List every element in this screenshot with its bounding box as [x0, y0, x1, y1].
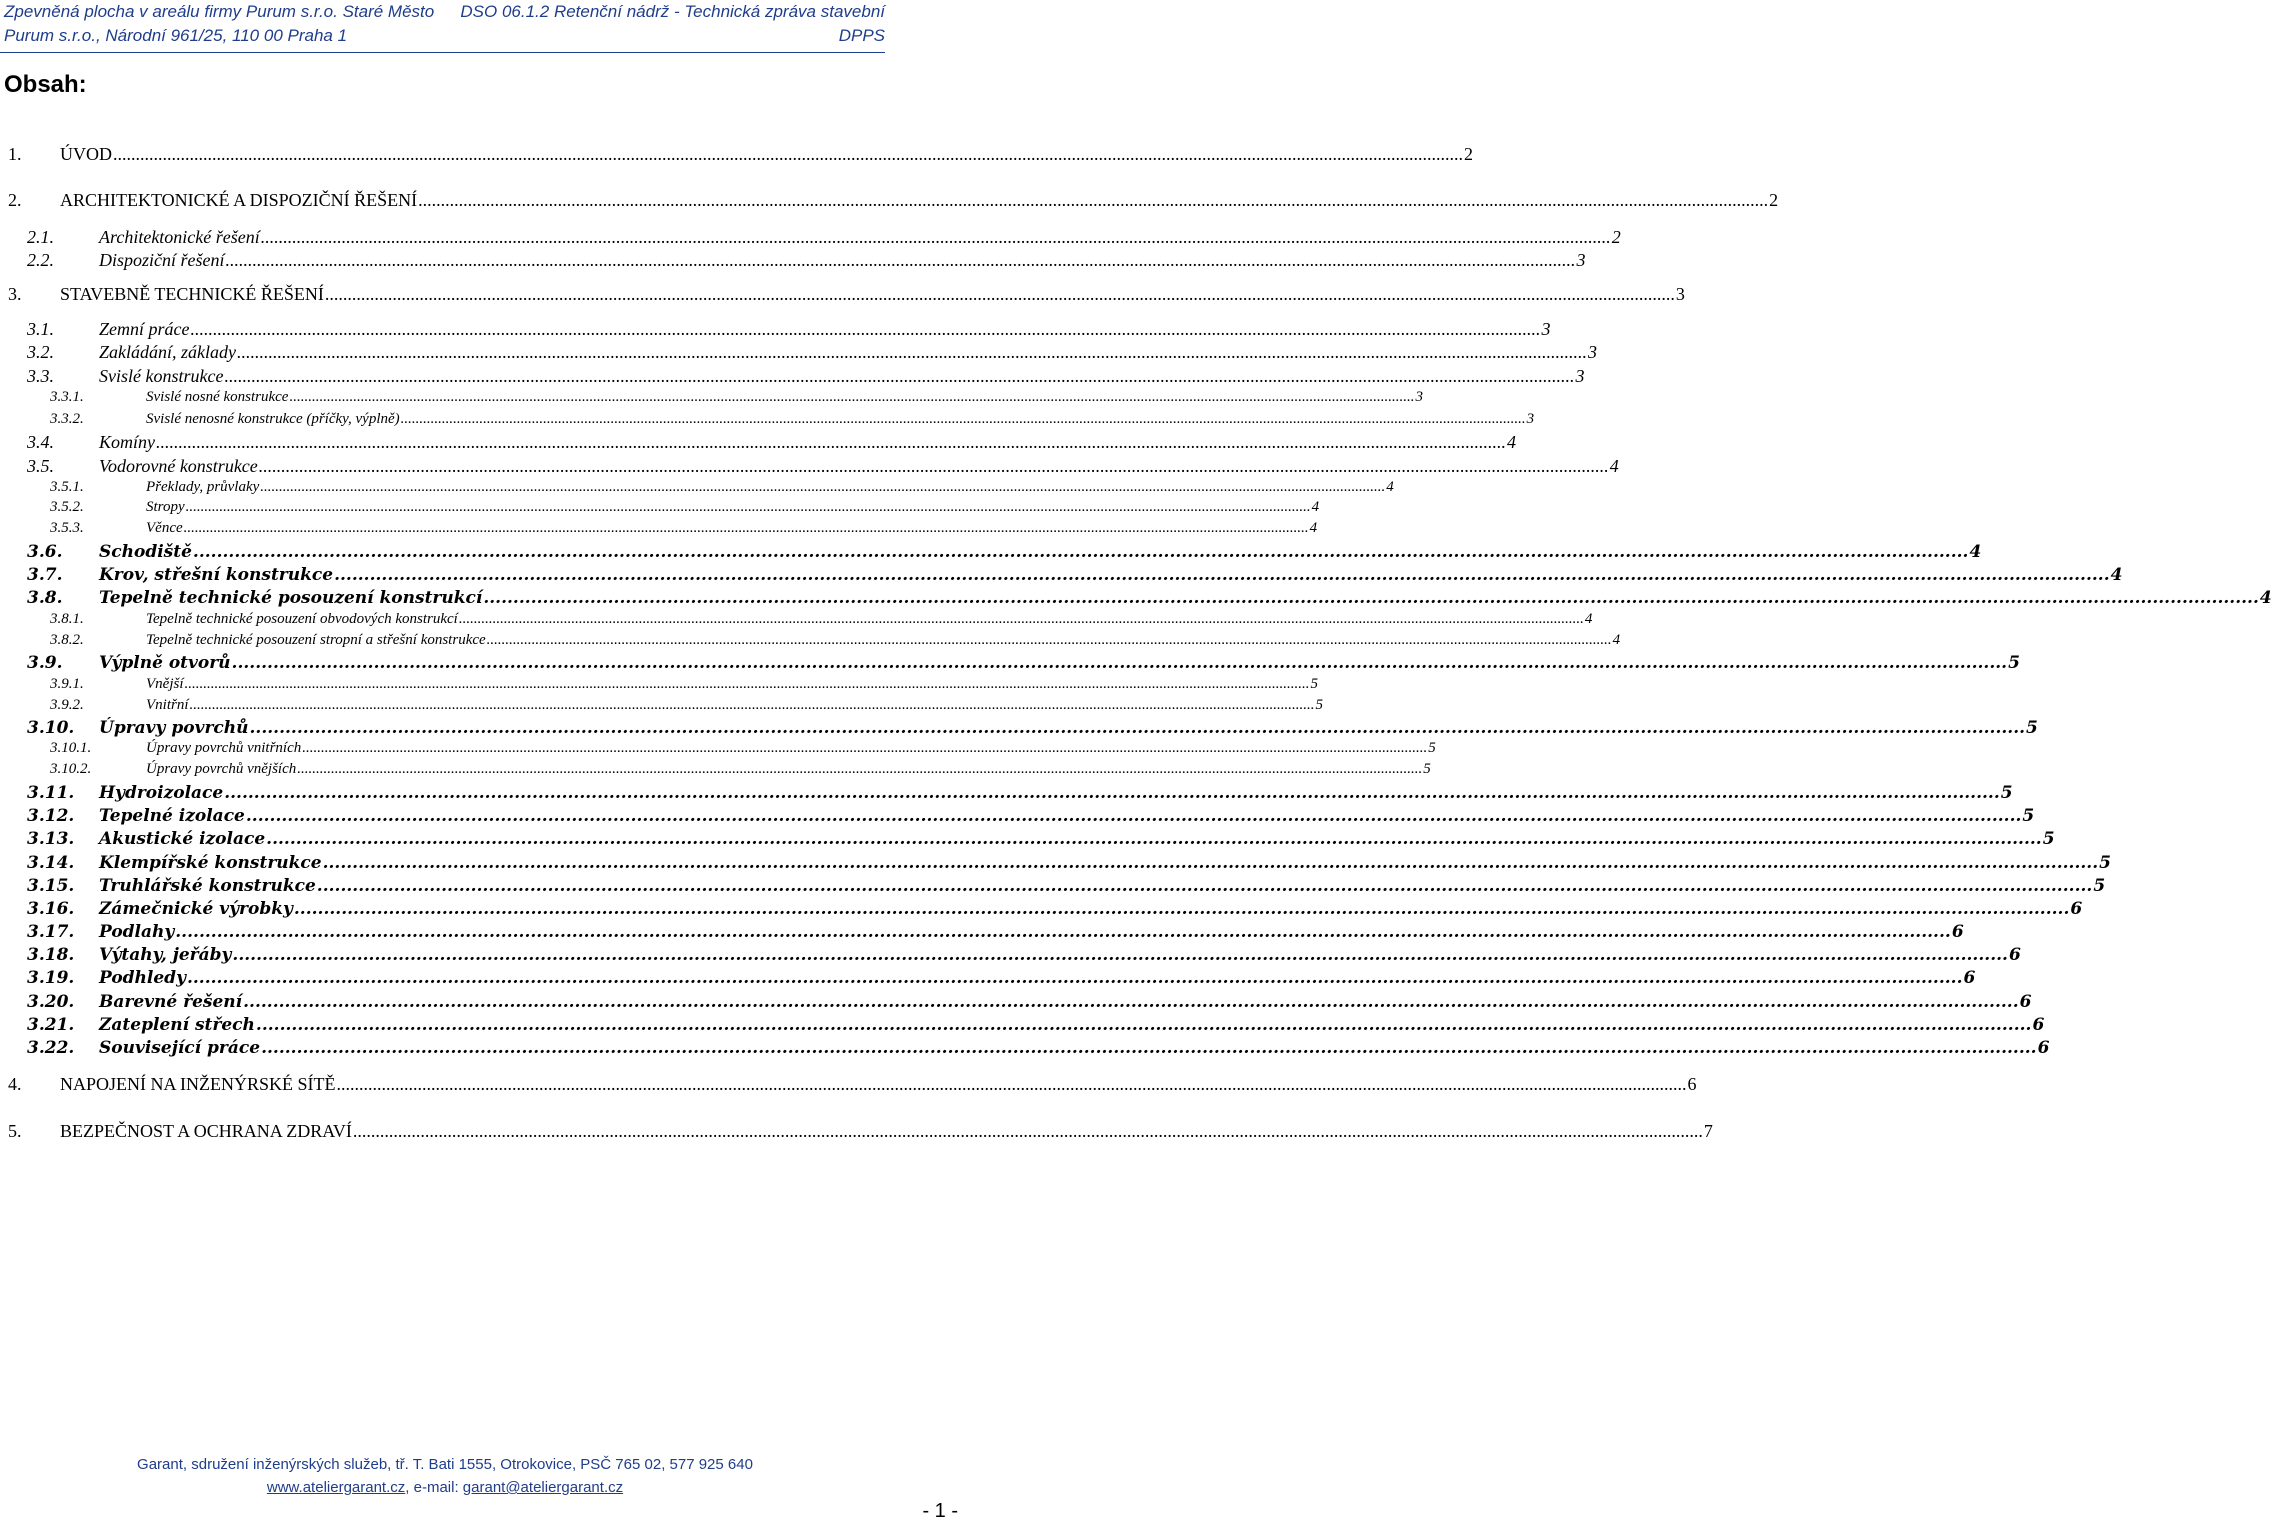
toc-entry-label: Dispoziční řešení — [99, 250, 225, 270]
toc-dot-leader: ............................................................................................................................................................................................................................................................................................................ — [237, 342, 1587, 362]
toc-entry-label: Zámečnické výrobky — [99, 899, 293, 919]
toc-entry-label: Úpravy povrchů vnějších — [146, 761, 297, 777]
toc-entry-label: Barevné řešení — [99, 992, 243, 1012]
toc-entry-page: 4 — [2110, 565, 2123, 585]
toc-entry-page: 3 — [1541, 319, 1551, 339]
toc-entry-label: Věnce — [146, 520, 183, 536]
toc-dot-leader: ............................................................................................................................................................................................................................................................................................................ — [224, 366, 1575, 386]
toc-dot-leader: ............................................................................................................................................................................................................................................................................................................ — [232, 945, 2008, 965]
toc-entry[interactable] — [27, 542, 1982, 562]
toc-entry-number: 3.5.2. — [50, 499, 84, 515]
toc-entry-label: Komíny — [99, 432, 155, 452]
toc-entry-label: Tepelně technické posouzení obvodových konstrukcí — [146, 611, 458, 627]
toc-entry-label: Tepelně technické posouzení konstrukcí — [99, 588, 483, 608]
toc-dot-leader: ............................................................................................................................................................................................................................................................................................................ — [266, 829, 2042, 849]
toc-entry-number: 3.3. — [27, 366, 54, 386]
toc-entry-number: 3.5. — [27, 456, 54, 476]
toc-entry-number: 3.22. — [27, 1038, 75, 1058]
toc-entry-number: 3.14. — [27, 853, 75, 873]
toc-entry-page: 4 — [1584, 611, 1593, 627]
toc-entry-page: 6 — [1951, 922, 1964, 942]
toc-entry-label: BEZPEČNOST A OCHRANA ZDRAVÍ — [60, 1121, 352, 1141]
toc-entry-number: 3.11. — [27, 783, 75, 803]
toc-entry-number: 3.10.2. — [50, 761, 92, 777]
toc-dot-leader: ............................................................................................................................................................................................................................................................................................................ — [322, 853, 2099, 873]
toc-entry-label: STAVEBNĚ TECHNICKÉ ŘEŠENÍ — [60, 284, 324, 304]
toc-entry-number: 2.2. — [27, 250, 54, 270]
toc-entry-number: 3.9.1. — [50, 676, 84, 692]
toc-dot-leader: ............................................................................................................................................................................................................................................................................................................ — [255, 1015, 2032, 1035]
toc-dot-leader: ............................................................................................................................................................................................................................................................................................................ — [316, 876, 2093, 896]
toc-entry-label: Architektonické řešení — [99, 227, 260, 247]
toc-entry[interactable] — [27, 922, 1964, 942]
toc-dot-leader: ............................................................................................................................................................................................................................................................................................................ — [289, 389, 1415, 405]
toc-entry-number: 3.19. — [27, 968, 75, 988]
toc-dot-leader: ............................................................................................................................................................................................................................................................................................................ — [183, 520, 1309, 536]
toc-entry-page: 6 — [1687, 1074, 1697, 1094]
toc-dot-leader: ............................................................................................................................................................................................................................................................................................................ — [297, 761, 1423, 777]
toc-entry[interactable] — [27, 366, 1585, 387]
page-number: - 1 - — [922, 1500, 958, 1522]
toc-entry-number: 3.7. — [27, 565, 63, 585]
toc-entry-label: Krov, střešní konstrukce — [99, 565, 334, 585]
toc-entry[interactable] — [27, 319, 1551, 340]
toc-entry-page: 4 — [1969, 542, 1982, 562]
header-right — [460, 0, 885, 48]
toc-entry-number: 3.4. — [27, 432, 54, 452]
toc-entry-page: 5 — [2093, 876, 2106, 896]
toc-entry-label: ÚVOD — [60, 144, 112, 164]
toc-entry-number: 3.3.2. — [50, 411, 84, 427]
toc-entry-number: 3. — [8, 284, 22, 304]
toc-entry[interactable] — [27, 653, 2020, 673]
toc-entry-label: Svislé konstrukce — [99, 366, 224, 386]
toc-dot-leader: ............................................................................................................................................................................................................................................................................................................ — [190, 319, 1541, 339]
toc-entry[interactable] — [27, 899, 2083, 919]
toc-entry-page: 4 — [1386, 479, 1394, 495]
toc-entry-label: Překlady, průvlaky — [146, 479, 260, 495]
toc-entry[interactable] — [27, 718, 2038, 738]
toc-dot-leader: ............................................................................................................................................................................................................................................................................................................ — [483, 588, 2259, 608]
toc-dot-leader: ............................................................................................................................................................................................................................................................................................................ — [175, 922, 1951, 942]
toc-entry-page: 3 — [1675, 284, 1685, 304]
toc-entry-page: 3 — [1526, 411, 1535, 427]
toc-entry-number: 3.1. — [27, 319, 54, 339]
header-left — [4, 0, 434, 48]
toc-entry-page: 5 — [2026, 718, 2038, 738]
toc-entry[interactable] — [50, 761, 1431, 778]
toc-entry-number: 3.2. — [27, 342, 54, 362]
toc-entry[interactable] — [8, 1074, 1697, 1095]
toc-dot-leader: ............................................................................................................................................................................................................................................................................................................ — [185, 499, 1311, 515]
toc-entry-page: 3 — [1415, 389, 1423, 405]
footer-website-link[interactable]: www.ateliergarant.cz — [266, 1479, 406, 1496]
toc-entry-page: 5 — [2042, 829, 2055, 849]
toc-dot-leader: ............................................................................................................................................................................................................................................................................................................ — [260, 479, 1386, 495]
toc-entry[interactable] — [50, 632, 1621, 649]
toc-entry-page: 5 — [2008, 653, 2020, 673]
toc-entry-page: 6 — [2019, 992, 2032, 1012]
toc-entry-number: 3.13. — [27, 829, 75, 849]
toc-dot-leader: ............................................................................................................................................................................................................................................................................................................ — [261, 1038, 2037, 1058]
toc-entry-page: 2 — [1769, 190, 1779, 210]
toc-entry-page: 4 — [1609, 456, 1619, 476]
toc-entry[interactable] — [27, 829, 2055, 849]
toc-dot-leader: ............................................................................................................................................................................................................................................................................................................ — [352, 1121, 1703, 1141]
toc-entry-number: 3.21. — [27, 1015, 75, 1035]
toc-entry-page: 7 — [1703, 1121, 1713, 1141]
toc-entry[interactable] — [50, 676, 1318, 693]
toc-entry-number: 3.16. — [27, 899, 75, 919]
header-divider — [0, 52, 885, 53]
toc-entry-page: 3 — [1575, 366, 1585, 386]
toc-entry-number: 3.20. — [27, 992, 75, 1012]
toc-entry-label: Zakládání, základy — [99, 342, 236, 362]
toc-entry-number: 3.9.2. — [50, 697, 84, 713]
toc-entry-number: 5. — [8, 1121, 22, 1141]
toc-dot-leader: ............................................................................................................................................................................................................................................................................................................ — [245, 806, 2022, 826]
toc-entry-number: 1. — [8, 144, 22, 164]
toc-entry-label: Tepelné izolace — [99, 806, 245, 826]
toc-entry-page: 5 — [1428, 740, 1436, 756]
toc-dot-leader: ............................................................................................................................................................................................................................................................................................................ — [458, 611, 1584, 627]
header-stage: DPPS — [838, 26, 885, 45]
toc-entry-label: Schodiště — [99, 542, 192, 562]
toc-entry-page: 5 — [1310, 676, 1318, 692]
toc-entry-label: Akustické izolace — [99, 829, 266, 849]
toc-entry-label: Související práce — [99, 1038, 261, 1058]
toc-entry-number: 3.9. — [27, 653, 63, 673]
toc-dot-leader: ............................................................................................................................................................................................................................................................................................................ — [225, 250, 1576, 270]
toc-entry[interactable] — [50, 479, 1394, 496]
toc-entry[interactable] — [50, 611, 1593, 628]
toc-entry-label: Svislé nosné konstrukce — [146, 389, 289, 405]
toc-entry-label: Vnější — [146, 676, 184, 692]
toc-entry-number: 3.8.2. — [50, 632, 84, 648]
toc-entry[interactable] — [27, 227, 1621, 248]
toc-entry[interactable] — [27, 1015, 2045, 1035]
toc-dot-leader: ............................................................................................................................................................................................................................................................................................................ — [486, 632, 1612, 648]
toc-entry-label: Zemní práce — [99, 319, 190, 339]
toc-entry-number: 3.10.1. — [50, 740, 92, 756]
toc-dot-leader: ............................................................................................................................................................................................................................................................................................................ — [184, 676, 1310, 692]
toc-entry[interactable] — [27, 342, 1597, 363]
toc-entry-page: 2 — [1464, 144, 1473, 164]
toc-entry-page: 6 — [1963, 968, 1976, 988]
toc-entry[interactable] — [27, 565, 2123, 585]
toc-entry-page: 3 — [1576, 250, 1586, 270]
toc-entry-page: 6 — [2008, 945, 2021, 965]
toc-entry-page: 4 — [1311, 499, 1320, 515]
toc-entry-page: 6 — [2070, 899, 2083, 919]
toc-entry-page: 4 — [1309, 520, 1318, 536]
toc-entry[interactable] — [27, 432, 1516, 453]
toc-dot-leader: ............................................................................................................................................................................................................................................................................................................ — [249, 718, 2026, 738]
toc-entry[interactable] — [50, 740, 1436, 757]
toc-entry-number: 3.12. — [27, 806, 75, 826]
header-client-address: Purum s.r.o., Národní 961/25, 110 00 Praha 1 — [4, 26, 348, 45]
toc-dot-leader: ............................................................................................................................................................................................................................................................................................................ — [243, 992, 2019, 1012]
toc-entry[interactable] — [8, 190, 1779, 211]
toc-dot-leader: ............................................................................................................................................................................................................................................................................................................ — [260, 227, 1611, 247]
toc-dot-leader: ............................................................................................................................................................................................................................................................................................................ — [334, 565, 2110, 585]
toc-dot-leader: ............................................................................................................................................................................................................................................................................................................ — [400, 411, 1526, 427]
toc-dot-leader: ............................................................................................................................................................................................................................................................................................................ — [224, 783, 2000, 803]
toc-entry[interactable] — [27, 853, 2111, 873]
toc-dot-leader: ............................................................................................................................................................................................................................................................................................................ — [156, 432, 1506, 452]
toc-entry-page: 4 — [2259, 588, 2272, 608]
toc-dot-leader: ............................................................................................................................................................................................................................................................................................................ — [186, 968, 1963, 988]
toc-entry[interactable] — [8, 1121, 1713, 1142]
toc-entry[interactable] — [27, 250, 1586, 271]
toc-entry-page: 6 — [2037, 1038, 2050, 1058]
toc-entry-page: 5 — [1423, 761, 1431, 777]
toc-entry[interactable] — [27, 968, 1976, 988]
toc-entry-number: 2. — [8, 190, 22, 210]
toc-entry-page: 5 — [2022, 806, 2035, 826]
header-document-title: DSO 06.1.2 Retenční nádrž - Technická zpráva stavební — [460, 2, 885, 21]
toc-entry-number: 3.6. — [27, 542, 63, 562]
toc-entry[interactable] — [50, 697, 1324, 714]
toc-entry-page: 4 — [1507, 432, 1516, 452]
toc-entry-number: 3.17. — [27, 922, 75, 942]
toc-entry[interactable] — [27, 588, 2272, 608]
toc-entry-page: 4 — [1612, 632, 1621, 648]
toc-entry-number: 3.5.3. — [50, 520, 84, 536]
toc-entry[interactable] — [50, 499, 1320, 516]
toc-entry-label: Tepelně technické posouzení stropní a střešní konstrukce — [146, 632, 486, 648]
toc-entry-label: Podhledy — [99, 968, 186, 988]
toc-entry[interactable] — [50, 520, 1318, 537]
toc-entry-number: 4. — [8, 1074, 22, 1094]
toc-entry-number: 3.8. — [27, 588, 63, 608]
toc-entry[interactable] — [50, 411, 1535, 428]
toc-dot-leader: ............................................................................................................................................................................................................................................................................................................ — [189, 697, 1315, 713]
toc-dot-leader: ............................................................................................................................................................................................................................................................................................................ — [293, 899, 2070, 919]
toc-entry-label: Hydroizolace — [99, 783, 224, 803]
toc-entry-number: 3.5.1. — [50, 479, 84, 495]
toc-entry-label: Úpravy povrchů — [99, 718, 249, 738]
toc-title: Obsah: — [4, 71, 87, 98]
toc-entry-page: 2 — [1611, 227, 1621, 247]
toc-entry-page: 3 — [1588, 342, 1597, 362]
toc-entry-label: NAPOJENÍ NA INŽENÝRSKÉ SÍTĚ — [60, 1074, 336, 1094]
toc-entry-label: ARCHITEKTONICKÉ A DISPOZIČNÍ ŘEŠENÍ — [60, 190, 418, 210]
footer-email-link[interactable]: garant@ateliergarant.cz — [462, 1479, 624, 1496]
toc-entry[interactable] — [27, 806, 2035, 826]
toc-entry-label: Výplně otvorů — [99, 653, 231, 673]
toc-entry-label: Svislé nenosné konstrukce (příčky, výplně) — [146, 411, 400, 427]
toc-dot-leader: ............................................................................................................................................................................................................................................................................................................ — [336, 1074, 1687, 1094]
toc-dot-leader: ............................................................................................................................................................................................................................................................................................................ — [324, 284, 1675, 304]
footer-company-line: Garant, sdružení inženýrských služeb, tř. T. Bati 1555, Otrokovice, PSČ 765 02, 577 925 640 — [137, 1456, 753, 1473]
toc-dot-leader: ............................................................................................................................................................................................................................................................................................................ — [258, 456, 1609, 476]
footer-email-prefix: , e-mail: — [405, 1479, 463, 1496]
toc-dot-leader: ............................................................................................................................................................................................................................................................................................................ — [192, 542, 1969, 562]
toc-entry-page: 5 — [2000, 783, 2013, 803]
toc-entry[interactable] — [27, 945, 2021, 965]
toc-entry[interactable] — [27, 783, 2013, 803]
toc-dot-leader: ............................................................................................................................................................................................................................................................................................................ — [418, 190, 1769, 210]
toc-entry[interactable] — [27, 456, 1619, 477]
toc-entry-number: 3.10. — [27, 718, 75, 738]
toc-entry-label: Stropy — [146, 499, 185, 515]
toc-entry-number: 3.8.1. — [50, 611, 84, 627]
toc-entry-label: Zateplení střech — [99, 1015, 255, 1035]
toc-entry-label: Podlahy — [99, 922, 175, 942]
header-project-title: Zpevněná plocha v areálu firmy Purum s.r.o. Staré Město — [4, 2, 435, 21]
toc-entry-label: Úpravy povrchů vnitřních — [146, 740, 302, 756]
toc-entry-page: 5 — [1315, 697, 1324, 713]
toc-entry-number: 3.3.1. — [50, 389, 84, 405]
toc-entry[interactable] — [27, 876, 2106, 896]
toc-entry-number: 3.15. — [27, 876, 75, 896]
toc-entry[interactable] — [27, 1038, 2050, 1058]
toc-dot-leader: ............................................................................................................................................................................................................................................................................................................ — [113, 144, 1463, 164]
toc-entry-label: Klempířské konstrukce — [99, 853, 322, 873]
toc-entry-page: 5 — [2099, 853, 2111, 873]
toc-entry-number: 2.1. — [27, 227, 54, 247]
toc-entry-page: 6 — [2032, 1015, 2045, 1035]
toc-dot-leader: ............................................................................................................................................................................................................................................................................................................ — [302, 740, 1428, 756]
footer-contacts — [0, 1479, 890, 1496]
toc-entry[interactable] — [27, 992, 2032, 1012]
toc-entry[interactable] — [8, 144, 1473, 165]
toc-entry[interactable] — [8, 284, 1685, 305]
toc-entry-number: 3.18. — [27, 945, 75, 965]
toc-entry-label: Vodorovné konstrukce — [99, 456, 258, 476]
toc-entry-label: Vnitřní — [146, 697, 189, 713]
toc-entry[interactable] — [50, 389, 1423, 406]
toc-entry-label: Truhlářské konstrukce — [99, 876, 316, 896]
toc-entry-label: Výtahy, jeřáby — [99, 945, 232, 965]
toc-dot-leader: ............................................................................................................................................................................................................................................................................................................ — [231, 653, 2008, 673]
